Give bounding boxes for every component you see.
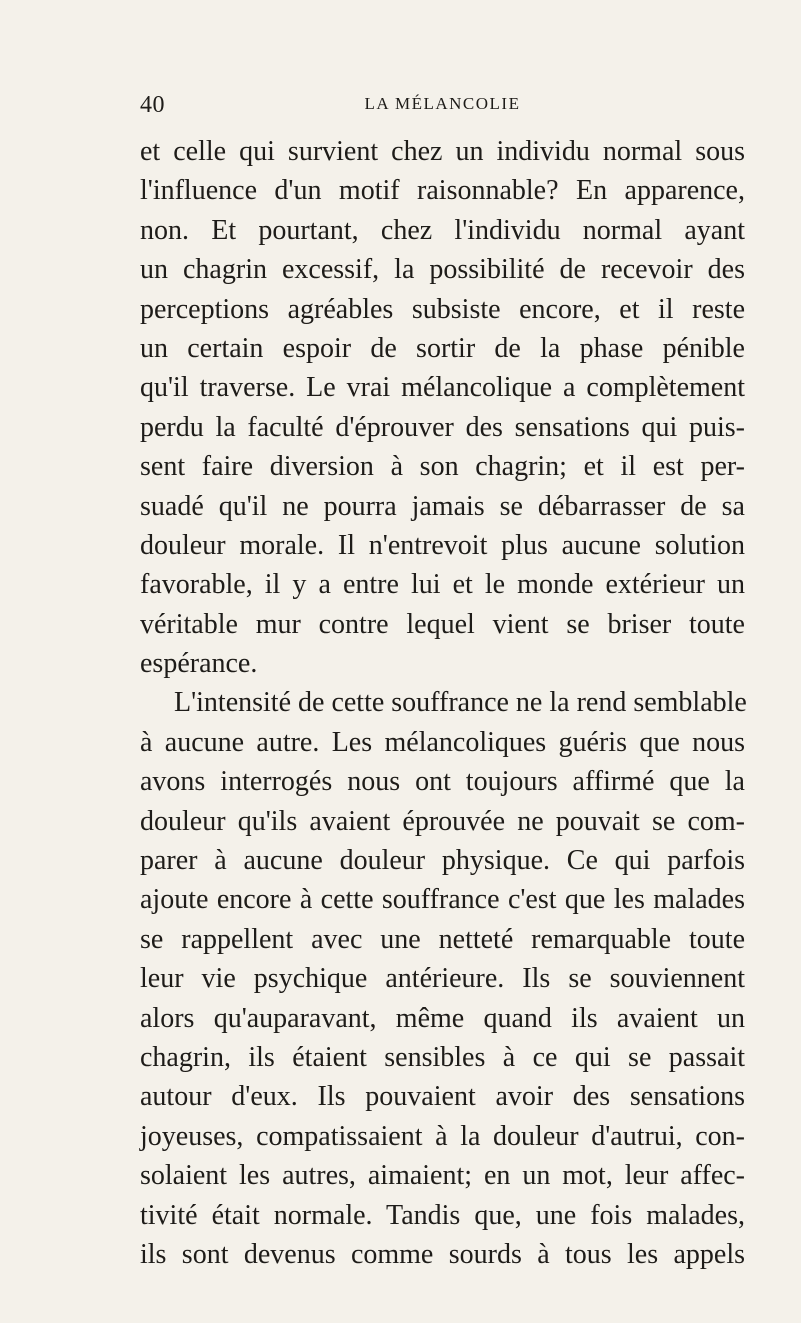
page-number: 40: [140, 92, 165, 118]
text-line: espérance.: [140, 648, 258, 680]
text-line: ils sont devenus comme sourds à tous les appels: [140, 1238, 745, 1270]
text-line: avons interrogés nous ont toujours affirmé que la: [140, 766, 745, 798]
text-line: tivité était normale. Tandis que, une fois malades,: [140, 1199, 745, 1231]
text-line: et celle qui survient chez un individu normal sous: [140, 136, 745, 167]
running-title: LA MÉLANCOLIE: [364, 94, 521, 113]
text-line: L'intensité de cette souffrance ne la rend semblable: [174, 687, 747, 719]
text-line: véritable mur contre lequel vient se briser toute: [140, 608, 745, 640]
text-line: parer à aucune douleur physique. Ce qui parfois: [140, 845, 745, 877]
text-line: l'influence d'un motif raisonnable? En apparence,: [140, 175, 745, 207]
text-line: perceptions agréables subsiste encore, et il reste: [140, 293, 745, 325]
text-line: solaient les autres, aimaient; en un mot, leur affec-: [140, 1160, 745, 1192]
text-line: douleur morale. Il n'entrevoit plus aucune solution: [140, 529, 745, 561]
text-line: joyeuses, compatissaient à la douleur d'autrui, con-: [140, 1120, 745, 1152]
text-line: un certain espoir de sortir de la phase pénible: [140, 332, 745, 364]
text-line: alors qu'auparavant, même quand ils avaient un: [140, 1002, 745, 1034]
text-line: autour d'eux. Ils pouvaient avoir des sensations: [140, 1081, 745, 1113]
text-line: se rappellent avec une netteté remarquable toute: [140, 923, 745, 955]
text-line: à aucune autre. Les mélancoliques guéris que nous: [140, 726, 745, 758]
text-line: leur vie psychique antérieure. Ils se souviennent: [140, 963, 745, 995]
text-line: suadé qu'il ne pourra jamais se débarrasser de sa: [140, 490, 745, 522]
text-line: un chagrin excessif, la possibilité de recevoir des: [140, 254, 745, 286]
text-line: douleur qu'ils avaient éprouvée ne pouvait se com-: [140, 805, 745, 837]
page-header: [140, 92, 745, 122]
body-text: [140, 132, 745, 1274]
text-line: chagrin, ils étaient sensibles à ce qui se passait: [140, 1041, 745, 1073]
text-line: sent faire diversion à son chagrin; et il est per-: [140, 451, 745, 483]
text-line: qu'il traverse. Le vrai mélancolique a complètement: [140, 372, 745, 404]
text-line: perdu la faculté d'éprouver des sensations qui puis-: [140, 411, 745, 443]
text-line: favorable, il y a entre lui et le monde extérieur un: [140, 569, 745, 601]
text-line: non. Et pourtant, chez l'individu normal ayant: [140, 214, 745, 246]
text-line: ajoute encore à cette souffrance c'est que les malades: [140, 884, 745, 916]
